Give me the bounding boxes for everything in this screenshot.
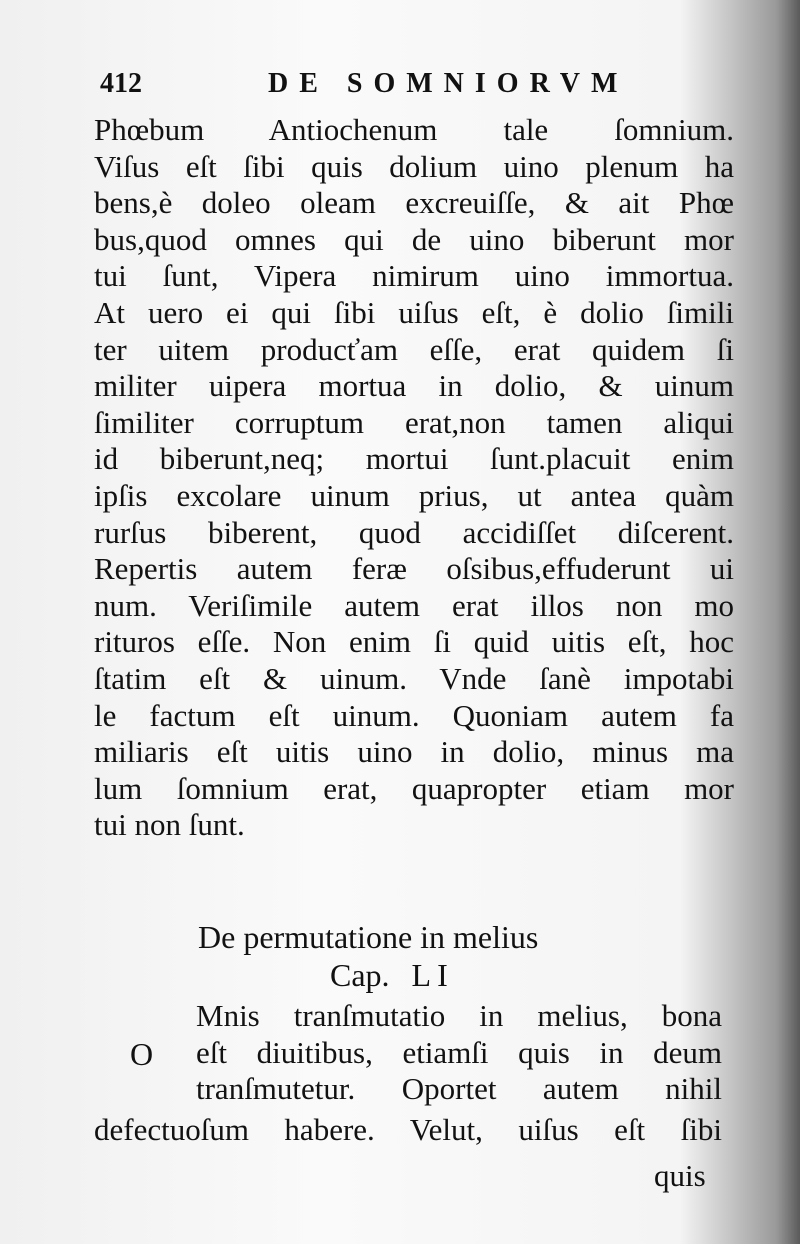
text-line: rituros eſſe. Non enim ſi quid uitis eſt, hoc: [94, 624, 734, 660]
running-title: DE SOMNIORVM: [268, 68, 629, 99]
chapter-word: Cap.: [330, 957, 390, 993]
text-line: Mnis tranſmutatio in melius, bona: [196, 998, 722, 1033]
text-line: Viſus eſt ſibi quis dolium uino plenum ha: [94, 148, 734, 184]
text-line: Phœbum Antiochenum tale ſomnium.: [94, 112, 734, 147]
running-head: [100, 68, 720, 108]
text-line: rurſus biberent, quod accidiſſet diſcerent.: [94, 514, 734, 550]
text-line: defectuoſum habere. Velut, uiſus eſt ſibi: [94, 1112, 722, 1147]
text-line: bus,quod omnes qui de uino biberunt mor: [94, 221, 734, 257]
page-number: 412: [100, 68, 142, 99]
text-line: miliaris eſt uitis uino in dolio, minus ma: [94, 734, 734, 770]
section-text: [196, 998, 722, 1108]
text-line: Repertis autem feræ oſsibus,effuderunt ui: [94, 551, 734, 587]
text-line: At uero ei qui ſibi uiſus eſt, è dolio ſimili: [94, 294, 734, 330]
text-line: eſt diuitibus, etiamſi quis in deum: [196, 1034, 722, 1070]
body-text: [94, 112, 734, 844]
text-line: tranſmutetur. Oportet autem nihil: [196, 1071, 722, 1107]
text-line: le factum eſt uinum. Quoniam autem fa: [94, 697, 734, 733]
text-line: id biberunt,neq; mortui ſunt.placuit enim: [94, 441, 734, 477]
text-line: ter uitem producťam eſſe, erat quidem ſi: [94, 331, 734, 367]
text-line: ſimiliter corruptum erat,non tamen aliqui: [94, 404, 734, 440]
text-line: lum ſomnium erat, quapropter etiam mor: [94, 770, 734, 806]
text-line: num. Veriſimile autem erat illos non mo: [94, 587, 734, 623]
chapter-number: LI: [411, 957, 454, 993]
catchword: quis: [654, 1158, 706, 1193]
final-line: [94, 1112, 722, 1149]
text-line: tui ſunt, Vipera nimirum uino immortua.: [94, 258, 734, 294]
chapter-label: [330, 956, 454, 994]
text-line: tui non ſunt.: [94, 807, 245, 843]
initial-letter: O: [130, 1036, 154, 1072]
text-line: ipſis excolare uinum prius, ut antea quàm: [94, 477, 734, 513]
section-heading: De permutatione in melius: [198, 919, 539, 955]
text-line: bens,è doleo oleam excreuiſſe, & ait Phœ: [94, 185, 734, 221]
text-line: militer uipera mortua in dolio, & uinum: [94, 368, 734, 404]
text-line: ſtatim eſt & uinum. Vnde ſanè impotabi: [94, 660, 734, 696]
